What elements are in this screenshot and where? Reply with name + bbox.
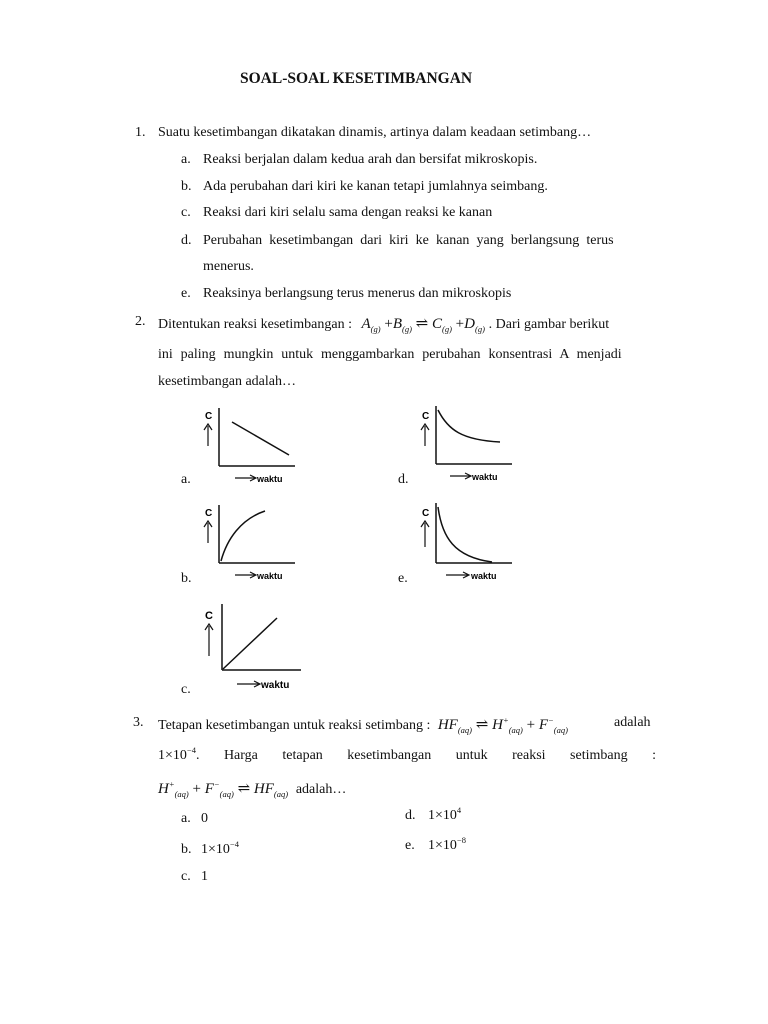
eq1-HF-state: (aq) xyxy=(457,725,473,735)
eq2-HF-state: (aq) xyxy=(273,789,289,799)
graph-e-curve xyxy=(438,507,492,562)
q2-line3: kesetimbangan adalah… xyxy=(158,374,297,389)
eq1-F-charge: − xyxy=(548,715,554,725)
eq-A: A xyxy=(361,316,371,332)
q3-number: 3. xyxy=(133,715,144,730)
q3-option-d-exp: 4 xyxy=(456,805,462,815)
eq-A-state: (g) xyxy=(370,324,381,334)
graph-e xyxy=(416,497,516,589)
q3-equation-1 xyxy=(438,717,568,733)
eq-B-state: (g) xyxy=(401,324,412,334)
q3-value xyxy=(158,745,200,764)
q3-word-setimbang: setimbang xyxy=(570,748,628,763)
q3-option-d-base: 1×10 xyxy=(428,808,457,823)
q1-option-c-letter: c. xyxy=(181,205,191,220)
q3-word-colon: : xyxy=(652,748,656,763)
eq1-F: F xyxy=(538,717,548,733)
eq1-arrow: ⇌ xyxy=(475,717,489,733)
eq-plus: + xyxy=(384,316,393,332)
q1-option-c-text: Reaksi dari kiri selalu sama dengan reaksi ke kanan xyxy=(203,205,493,220)
q3-option-a-letter: a. xyxy=(181,811,191,826)
graph-a-x-label: waktu xyxy=(257,474,283,484)
q3-option-b-value xyxy=(201,839,239,858)
eq-C: C xyxy=(431,316,442,332)
q3-adalah: adalah xyxy=(614,715,651,730)
q1-text: Suatu kesetimbangan dikatakan dinamis, artinya dalam keadaan setimbang… xyxy=(158,125,592,140)
eq2-H: H xyxy=(158,781,169,797)
q1-option-d-text-cont: menerus. xyxy=(203,259,254,274)
eq1-plus: + xyxy=(526,717,536,733)
q3-value-base: 1×10 xyxy=(158,748,187,763)
q1-option-e-text: Reaksinya berlangsung terus menerus dan mikroskopis xyxy=(203,286,512,301)
q2-option-a-letter: a. xyxy=(181,472,191,487)
q1-option-b-letter: b. xyxy=(181,179,192,194)
graph-b-x-label: waktu xyxy=(257,571,283,581)
q3-word-tetapan: tetapan xyxy=(282,748,323,763)
q3-equation-2 xyxy=(158,781,292,797)
eq1-H: H xyxy=(492,717,503,733)
q3-option-e-exp: −8 xyxy=(456,835,466,845)
q2-equation xyxy=(362,316,489,332)
graph-c-x-label: waktu xyxy=(261,680,290,691)
eq1-H-charge: + xyxy=(502,715,509,725)
graph-c-curve xyxy=(223,618,277,669)
q1-option-d-text: Perubahan kesetimbangan dari kiri ke kanan yang berlangsung terus xyxy=(203,233,614,248)
q3-option-e-letter: e. xyxy=(405,838,415,853)
eq2-F-charge: − xyxy=(213,779,220,789)
q2-option-e-letter: e. xyxy=(398,571,408,586)
q2-line1 xyxy=(158,314,609,333)
q3-value-exp: −4 xyxy=(186,745,196,755)
page-title: SOAL-SOAL KESETIMBANGAN xyxy=(240,70,473,87)
eq1-H-state: (aq) xyxy=(508,725,523,735)
eq1-F-state: (aq) xyxy=(553,725,568,735)
graph-d-y-label: C xyxy=(422,411,430,422)
q3-option-c-letter: c. xyxy=(181,869,191,884)
q3-line2 xyxy=(158,745,656,764)
graph-b-y-label: C xyxy=(205,508,213,519)
q2-line2: ini paling mungkin untuk menggambarkan perubahan konsentrasi A menjadi xyxy=(158,347,622,362)
graph-e-x-label: waktu xyxy=(471,571,497,581)
graph-e-y-label: C xyxy=(422,508,430,519)
q3-word-harga: Harga xyxy=(223,748,258,763)
eq2-arrow: ⇌ xyxy=(237,781,251,797)
eq-D: D xyxy=(464,316,475,332)
q2-option-c-letter: c. xyxy=(181,682,191,697)
eq1-HF: HF xyxy=(437,717,458,733)
q3-option-e-value xyxy=(428,835,466,854)
q3-line3 xyxy=(158,779,346,798)
q3-option-e-base: 1×10 xyxy=(428,838,457,853)
eq-arrow: ⇌ xyxy=(415,316,429,332)
graph-c xyxy=(199,600,305,696)
q3-word-untuk: untuk xyxy=(455,748,488,763)
eq2-plus: + xyxy=(192,781,201,797)
eq-B: B xyxy=(392,316,402,332)
graph-b xyxy=(199,497,299,589)
q1-option-a-text: Reaksi berjalan dalam kedua arah dan bersifat mikroskopis. xyxy=(203,152,538,167)
eq2-H-charge: + xyxy=(168,779,175,789)
q2-text-before: Ditentukan reaksi kesetimbangan : xyxy=(158,317,352,332)
q1-option-b-text: Ada perubahan dari kiri ke kanan tetapi jumlahnya seimbang. xyxy=(203,179,548,194)
q3-line1 xyxy=(158,715,568,734)
eq2-F-state: (aq) xyxy=(219,789,234,799)
q3-option-b-letter: b. xyxy=(181,842,192,857)
q2-text-after: . Dari gambar berikut xyxy=(488,317,610,332)
q2-option-b-letter: b. xyxy=(181,571,192,586)
graph-a-curve xyxy=(232,422,289,455)
eq-D-state: (g) xyxy=(474,324,485,334)
eq-plus-2: + xyxy=(455,316,465,332)
q3-word-reaksi: reaksi xyxy=(512,748,546,763)
q3-option-d-value xyxy=(428,805,462,824)
graph-a xyxy=(199,400,299,492)
q3-word-kesetimbangan: kesetimbangan xyxy=(347,748,432,763)
q1-option-e-letter: e. xyxy=(181,286,191,301)
graph-d-curve xyxy=(438,410,500,442)
graph-d-x-label: waktu xyxy=(472,472,498,482)
eq2-H-state: (aq) xyxy=(174,789,189,799)
q1-number: 1. xyxy=(135,125,146,140)
eq2-F: F xyxy=(204,781,214,797)
q3-option-b-base: 1×10 xyxy=(201,842,230,857)
graph-d xyxy=(416,400,516,492)
q3-option-b-exp: −4 xyxy=(229,839,239,849)
q3-text-before: Tetapan kesetimbangan untuk reaksi setimbang : xyxy=(158,718,431,733)
q3-option-d-letter: d. xyxy=(405,808,416,823)
q3-option-a-text: 0 xyxy=(201,811,208,826)
graph-b-curve xyxy=(221,511,265,561)
q3-option-c-text: 1 xyxy=(201,869,208,884)
eq2-HF: HF xyxy=(253,781,274,797)
eq-C-state: (g) xyxy=(442,324,452,334)
q1-option-d-letter: d. xyxy=(181,233,192,248)
q3-value-end: . xyxy=(195,748,200,763)
graph-a-y-label: C xyxy=(205,411,213,422)
q2-number: 2. xyxy=(135,314,146,329)
q2-option-d-letter: d. xyxy=(398,472,409,487)
graph-c-y-label: C xyxy=(205,610,213,622)
q1-option-a-letter: a. xyxy=(181,152,191,167)
q3-line3-end: adalah… xyxy=(295,782,347,797)
